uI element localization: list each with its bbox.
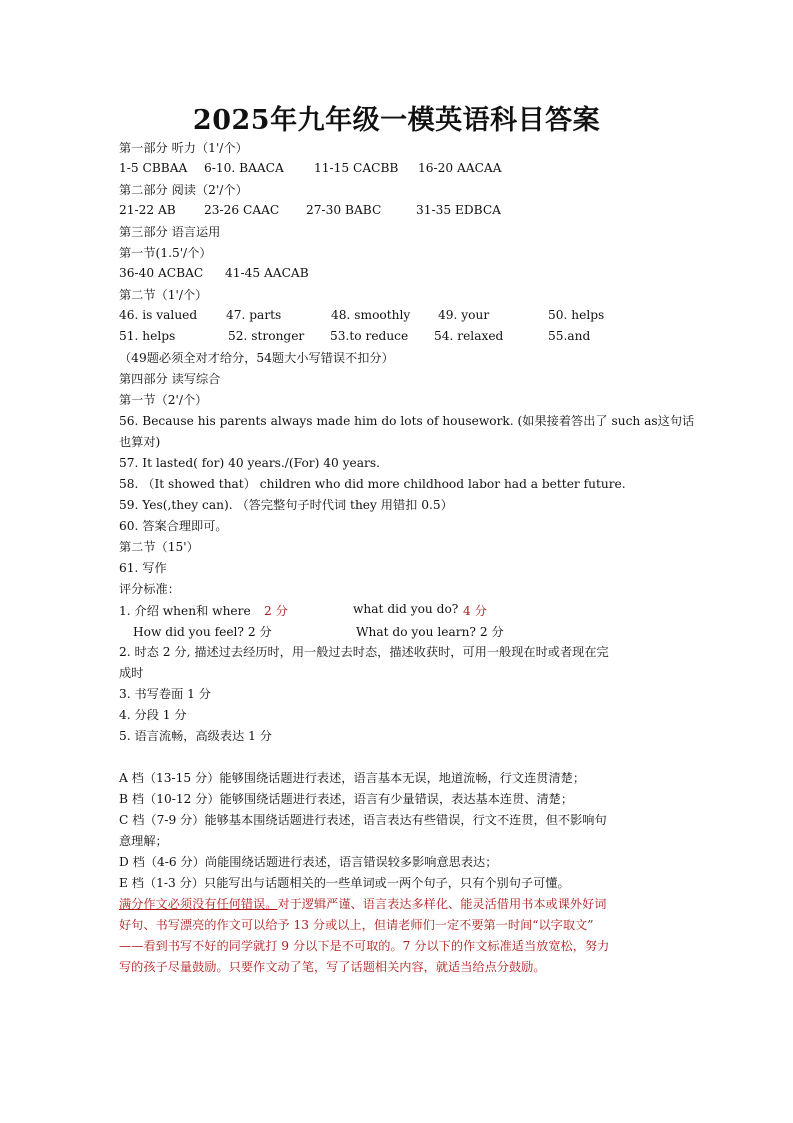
criterion-1-when-where-score: 2 分 xyxy=(264,604,288,618)
part2-answer-3: 27-30 BABC xyxy=(306,203,382,217)
criterion-1-when-where: 1. 介绍 when和 where xyxy=(119,604,251,618)
red-note-line2: 好句、书写漂亮的作文可以给予 13 分或以上，但请老师们一定不要第一时间“以字取文” xyxy=(119,918,594,932)
part2-heading: 第二部分 阅读（2'/个） xyxy=(119,183,248,197)
part3-section2-heading: 第二节（1'/个） xyxy=(119,288,208,302)
part1-answer-1: 1-5 CBBAA xyxy=(119,161,188,175)
answer-55: 55.and xyxy=(548,329,591,343)
criterion-2-line2: 成时 xyxy=(119,666,144,680)
part4-section2-heading: 第二节（15'） xyxy=(119,540,199,554)
answer-53: 53.to reduce xyxy=(330,329,409,343)
answer-51: 51. helps xyxy=(119,329,176,343)
criterion-4: 4. 分段 1 分 xyxy=(119,708,187,722)
page-title: 2025年九年级一模英语科目答案 xyxy=(192,105,601,136)
part3-section1-heading: 第一节(1.5'/个） xyxy=(119,246,212,260)
criterion-3: 3. 书写卷面 1 分 xyxy=(119,687,211,701)
grade-b: B 档（10-12 分）能够围绕话题进行表述，语言有少量错误，表达基本连贯、清楚； xyxy=(119,792,574,806)
part4-section1-heading: 第一节（2'/个） xyxy=(119,393,208,407)
answer-48: 48. smoothly xyxy=(331,308,411,322)
red-note-line3: ——看到书写不好的同学就打 9 分以下是不可取的。7 分以下的作文标准适当放宽松，努力 xyxy=(119,939,610,953)
red-note-full-score-rule: 满分作文必须没有任何错误。 xyxy=(119,897,278,911)
part2-answer-1: 21-22 AB xyxy=(119,203,176,217)
answer-46: 46. is valued xyxy=(119,308,198,322)
answer-54: 54. relaxed xyxy=(434,329,504,343)
question-61: 61. 写作 xyxy=(119,561,167,575)
red-note-line1 xyxy=(119,896,607,912)
criterion-1-what-did-you-do: what did you do? xyxy=(353,602,459,616)
part1-answer-4: 16-20 AACAA xyxy=(418,161,502,175)
part1-heading: 第一部分 听力（1'/个） xyxy=(119,141,248,155)
part3-section1-answer-1: 36-40 ACBAC xyxy=(119,266,204,280)
part4-heading: 第四部分 读写综合 xyxy=(119,372,221,386)
answer-60: 60. 答案合理即可。 xyxy=(119,519,228,533)
criterion-1-how-did-you-feel: How did you feel? 2 分 xyxy=(133,625,272,639)
part2-answer-4: 31-35 EDBCA xyxy=(416,203,501,217)
part3-section1-answer-2: 41-45 AACAB xyxy=(225,266,309,280)
answer-56-line1: 56. Because his parents always made him do lots of housework. (如果接着答出了 such as这句话 xyxy=(119,414,695,428)
criterion-2-line1: 2. 时态 2 分, 描述过去经历时，用一般过去时态，描述收获时，可用一般现在时或者现在完 xyxy=(119,645,609,659)
answer-50: 50. helps xyxy=(548,308,605,322)
answer-59: 59. Yes(,they can). （答完整句子时代词 they 用错扣 0.5） xyxy=(119,498,453,512)
red-note-line4: 写的孩子尽量鼓励。只要作文动了笔，写了话题相关内容，就适当给点分鼓励。 xyxy=(119,960,546,974)
criteria-heading: 评分标准： xyxy=(119,582,180,596)
part3-note: （49题必须全对才给分，54题大小写错误不扣分） xyxy=(119,351,394,365)
grade-c-line2: 意理解； xyxy=(119,834,168,848)
part1-answer-2: 6-10. BAACA xyxy=(204,161,284,175)
grade-e: E 档（1-3 分）只能写出与话题相关的一些单词或一两个句子，只有个别句子可懂。 xyxy=(119,876,570,890)
answer-58: 58. （It showed that） children who did more childhood labor had a better future. xyxy=(119,477,626,491)
answer-49: 49. your xyxy=(438,308,490,322)
grade-a: A 档（13-15 分）能够围绕话题进行表述，语言基本无误，地道流畅，行文连贯清楚； xyxy=(119,771,586,785)
part2-answer-2: 23-26 CAAC xyxy=(204,203,280,217)
answer-52: 52. stronger xyxy=(228,329,305,343)
part3-heading: 第三部分 语言运用 xyxy=(119,225,221,239)
criterion-1-what-do-you-learn: What do you learn? 2 分 xyxy=(356,625,504,639)
answer-57: 57. It lasted( for) 40 years./(For) 40 years. xyxy=(119,456,380,470)
answer-56-line2: 也算对) xyxy=(119,435,161,449)
part1-answer-3: 11-15 CACBB xyxy=(314,161,399,175)
criterion-5: 5. 语言流畅，高级表达 1 分 xyxy=(119,729,272,743)
grade-c-line1: C 档（7-9 分）能够基本围绕话题进行表述，语言表达有些错误，行文不连贯，但不影响句 xyxy=(119,813,607,827)
criterion-1-what-did-you-do-score: 4 分 xyxy=(463,604,487,618)
grade-d: D 档（4-6 分）尚能围绕话题进行表述，语言错误较多影响意思表达； xyxy=(119,855,498,869)
red-note-line1-rest: 对于逻辑严谨、语言表达多样化、能灵活借用书本或课外好词 xyxy=(277,897,607,911)
answer-47: 47. parts xyxy=(226,308,282,322)
